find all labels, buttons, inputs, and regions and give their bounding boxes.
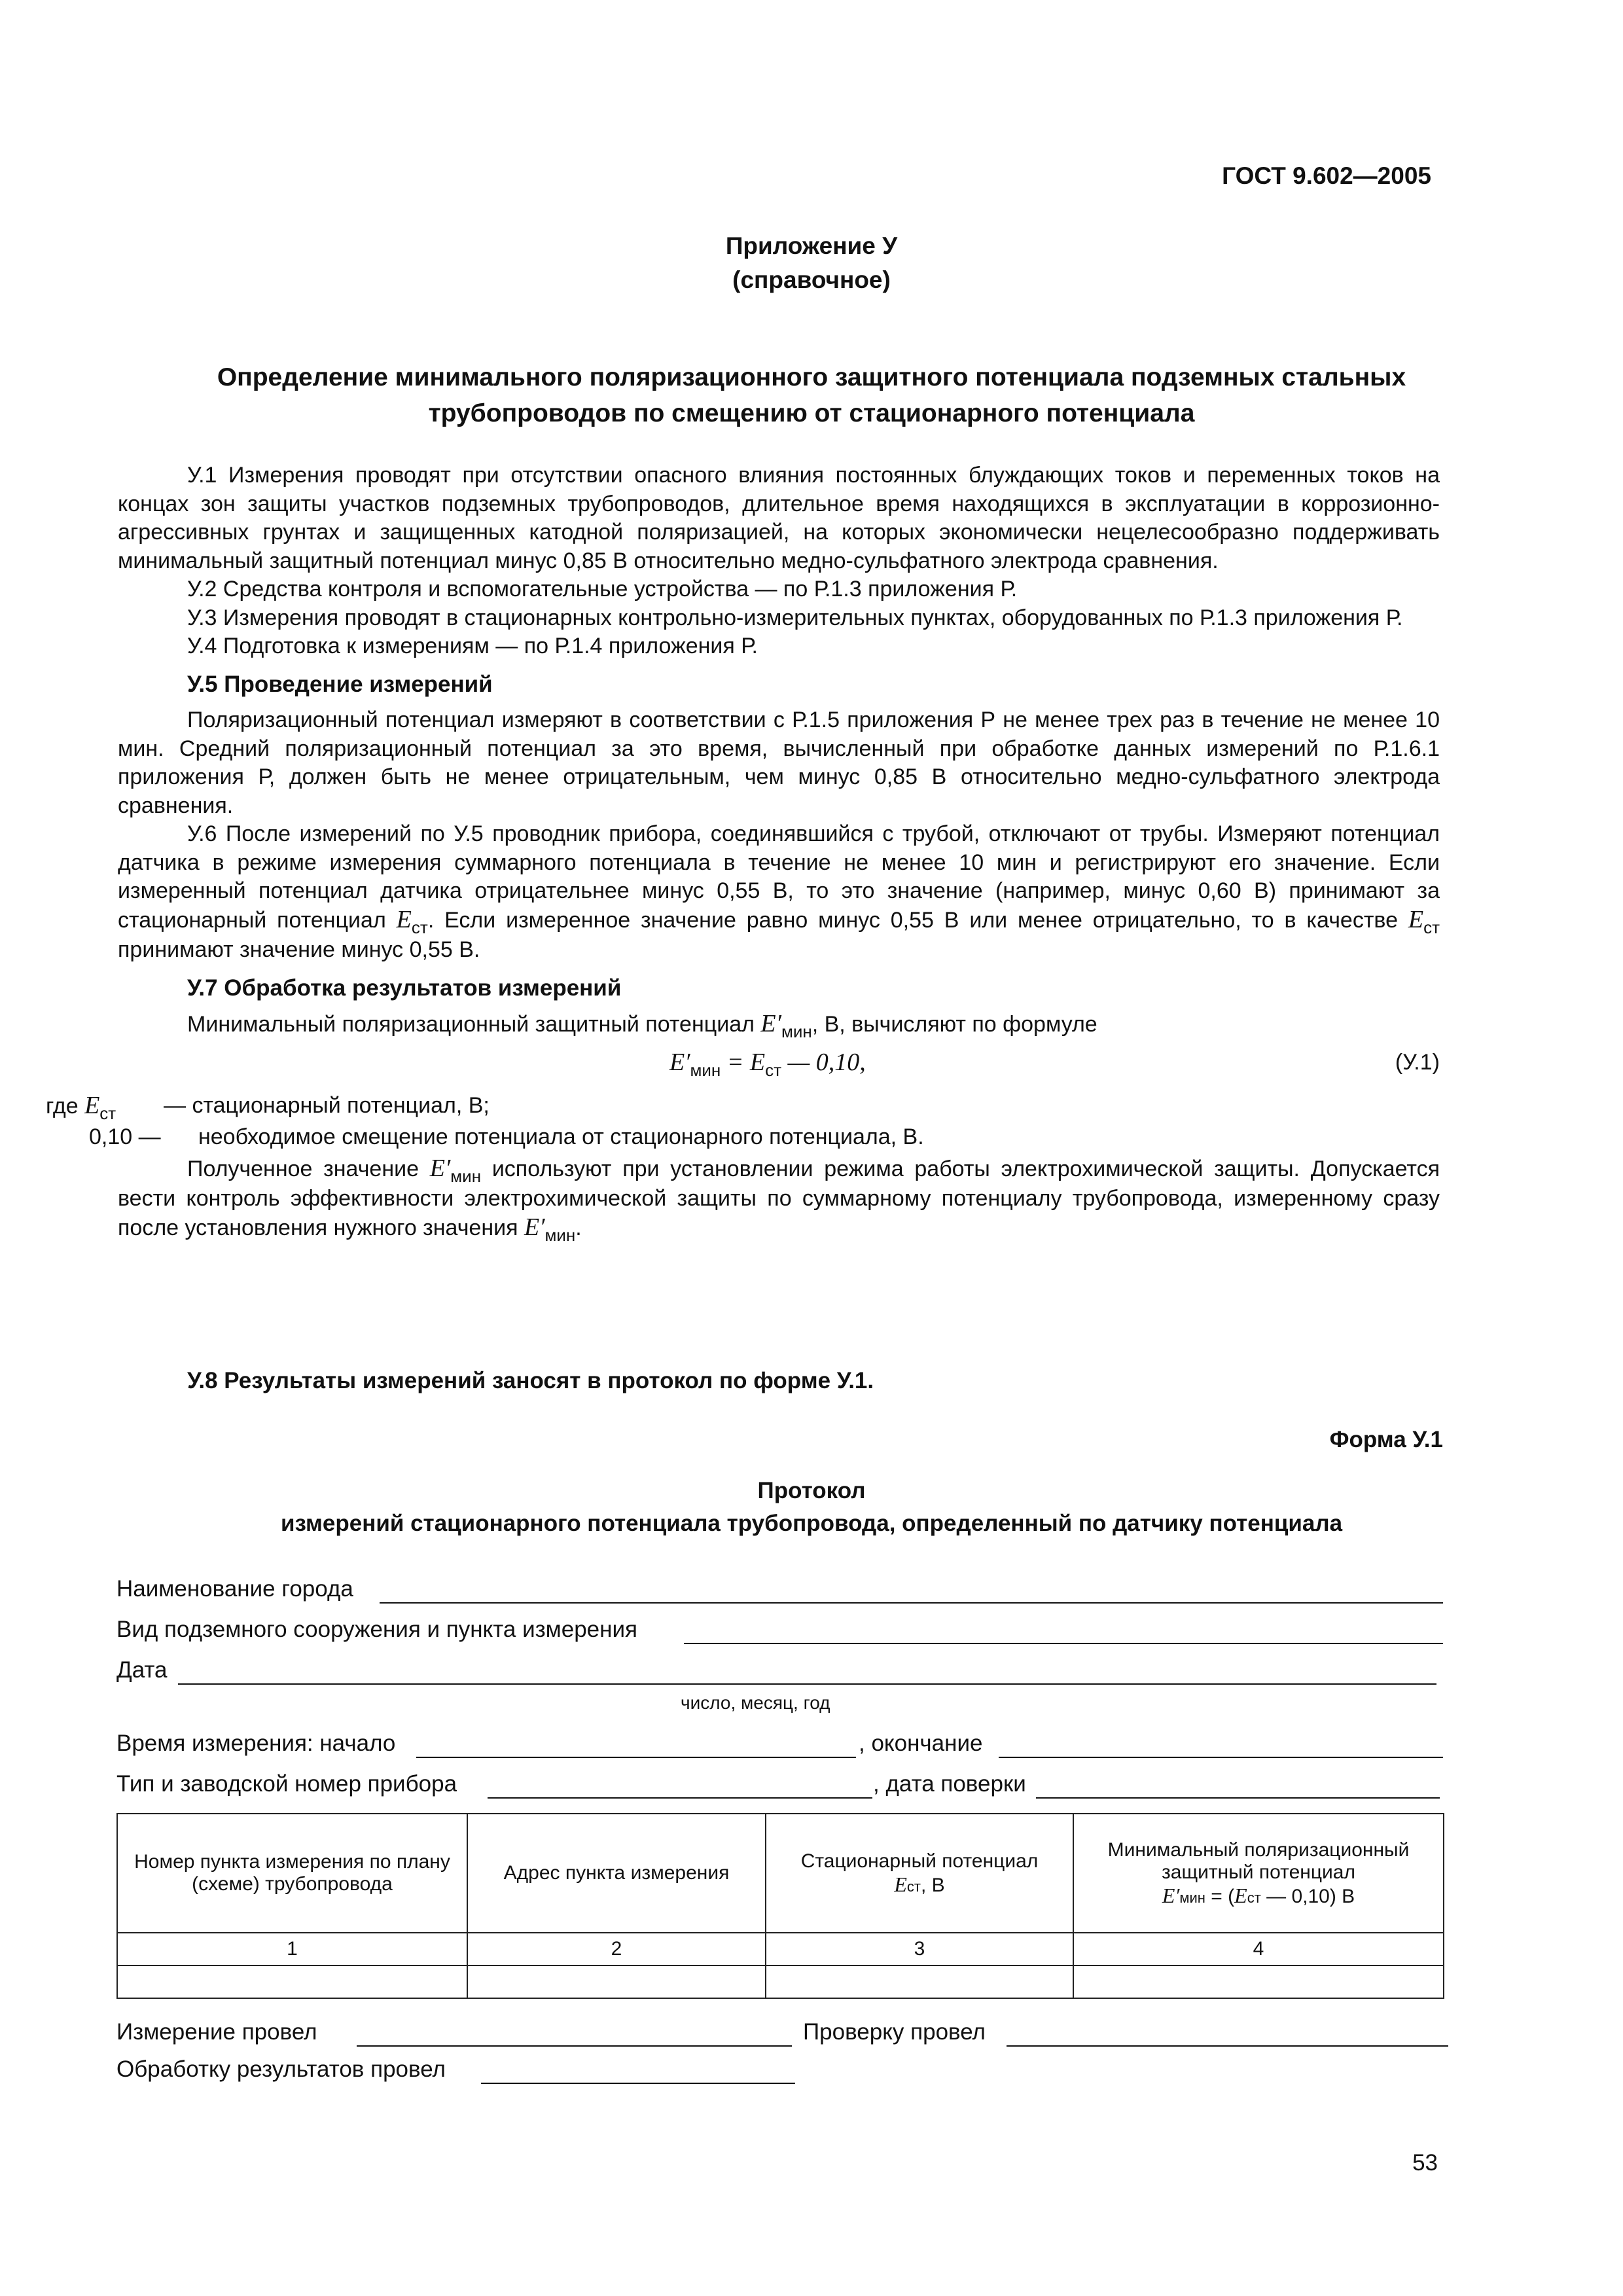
header-stationary-potential: Стационарный потенциал Eст, В (766, 1814, 1073, 1933)
measured-by-field[interactable] (357, 2045, 792, 2047)
table-cell[interactable] (467, 1965, 766, 1998)
check-date-label: , дата поверки (873, 1771, 1026, 1797)
col-number-1: 1 (117, 1933, 467, 1965)
device-field[interactable] (488, 1797, 872, 1799)
processed-by-label: Обработку результатов провел (116, 2056, 446, 2082)
col-number-2: 2 (467, 1933, 766, 1965)
heading-u7: У.7 Обработка результатов измерений (187, 975, 622, 1001)
table-row (117, 1965, 1444, 1998)
device-label: Тип и заводской номер прибора (116, 1771, 457, 1797)
formula-u1: $E'_{мин} = E_{ст}$ — 0,10, (У.1) (669, 1048, 1440, 1080)
check-date-field[interactable] (1036, 1797, 1440, 1799)
header-point-number: Номер пункта измерения по плану (схеме) трубопровода (117, 1814, 467, 1933)
doc-title-line1: Определение минимального поляризационного защитного потенциала подземных стальных (217, 363, 1406, 391)
appendix-note: (справочное) (732, 266, 891, 293)
para-u8: У.8 Результаты измерений заносят в протокол по форме У.1. (187, 1368, 874, 1393)
standard-number: ГОСТ 9.602—2005 (1222, 162, 1431, 189)
time-start-field[interactable] (416, 1757, 856, 1758)
protocol-title: Протокол (757, 1478, 866, 1503)
time-start-label: Время измерения: начало (116, 1731, 396, 1756)
object-label: Вид подземного сооружения и пункта измерения (116, 1617, 637, 1642)
protocol-table (116, 1813, 1444, 1999)
object-field[interactable] (684, 1643, 1443, 1644)
table-header-row (117, 1814, 1444, 1933)
col-number-4: 4 (1073, 1933, 1444, 1965)
city-label: Наименование города (116, 1576, 353, 1602)
table-cell[interactable] (117, 1965, 467, 1998)
protocol-subtitle: измерений стационарного потенциала трубопровода, определенный по датчику потенциала (280, 1511, 1343, 1536)
city-field[interactable] (380, 1602, 1443, 1604)
table-cell[interactable] (766, 1965, 1073, 1998)
page-number: 53 (1412, 2150, 1438, 2176)
form-label: Форма У.1 (1329, 1427, 1443, 1452)
where-line-2: 0,10 — необходимое смещение потенциала от стационарного потенциала, В. (89, 1124, 924, 1149)
header-point-address: Адрес пункта измерения (467, 1814, 766, 1933)
where-line-1: где $E_{ст}$ — стационарный потенциал, В; (46, 1091, 490, 1123)
para-u5: Поляризационный потенциал измеряют в соответствии с Р.1.5 приложения Р не менее трех раз в течение не менее 10 мин. Средний поляризационный потенциал за это время, вычисленный при обработке данных измерений по Р.1.6.1 приложения Р, должен быть не менее отрицательным, чем минус 0,85 В относительно медно-сульфатного электрода сравнения. (118, 708, 1440, 818)
appendix-title: Приложение У (725, 232, 898, 259)
para-u1: У.1 Измерения проводят при отсутствии опасного влияния постоянных блуждающих токов и переменных токов на концах зон защиты участков подземных трубопроводов, длительное время находящихся в эксплуатации в коррозионно-агрессивных грунтах и защищенных катодной поляризацией, на которых экономически нецелесообразно поддерживать минимальный защитный потенциал минус 0,85 В относительно медно-сульфатного электрода сравнения. (118, 463, 1440, 573)
table-cell[interactable] (1073, 1965, 1444, 1998)
para-u3: У.3 Измерения проводят в стационарных контрольно-измерительных пунктах, оборудованных по Р.1.3 приложения Р. (187, 605, 1403, 630)
checked-by-field[interactable] (1007, 2045, 1448, 2047)
processed-by-field[interactable] (481, 2083, 795, 2084)
para-u2: У.2 Средства контроля и вспомогательные устройства — по Р.1.3 приложения Р. (187, 577, 1018, 601)
para-u6: У.6 После измерений по У.5 проводник прибора, соединявшийся с трубой, отключают от трубы. Измеряют потенциал датчика в режиме измерения суммарного потенциала в течение не менее 10 мин и регистрируют его значение. Если измеренный потенциал датчика отрицательнее минус 0,55 В, то это значение (например, минус 0,60 В) принимают за стационарный потенциал $E_{ст}$. Если измеренное значение равно минус 0,55 В или менее отрицательно, то в качестве $E_{ст}$ принимают значение минус 0,55 В. (118, 821, 1440, 962)
checked-by-label: Проверку провел (803, 2019, 986, 2045)
para-u7-result: Полученное значение $E'_{мин}$ используют при установлении режима работы электрохимической защиты. Допускается вести контроль эффективности электрохимической защиты по суммарному потенциалу трубопровода, измеренному сразу после установления нужного значения $E'_{мин}$. (118, 1154, 1440, 1245)
date-field[interactable] (178, 1683, 1436, 1685)
para-u4: У.4 Подготовка к измерениям — по Р.1.4 приложения Р. (187, 634, 758, 658)
formula-number: (У.1) (1395, 1049, 1440, 1075)
heading-u5: У.5 Проведение измерений (187, 671, 493, 697)
measured-by-label: Измерение провел (116, 2019, 317, 2045)
time-end-field[interactable] (999, 1757, 1443, 1758)
header-min-potential: Минимальный поляризационный защитный потенциал E′мин = (Eст — 0,10) В (1073, 1814, 1444, 1933)
date-hint: число, месяц, год (681, 1693, 830, 1713)
time-end-label: , окончание (859, 1731, 983, 1756)
para-u7: Минимальный поляризационный защитный потенциал $E'_{мин}$, В, вычисляют по формуле (187, 1010, 1097, 1041)
col-number-3: 3 (766, 1933, 1073, 1965)
doc-title-line2: трубопроводов по смещению от стационарного потенциала (428, 399, 1195, 427)
body-text (46, 461, 1440, 1245)
date-label: Дата (116, 1657, 168, 1683)
table-number-row (117, 1933, 1444, 1965)
